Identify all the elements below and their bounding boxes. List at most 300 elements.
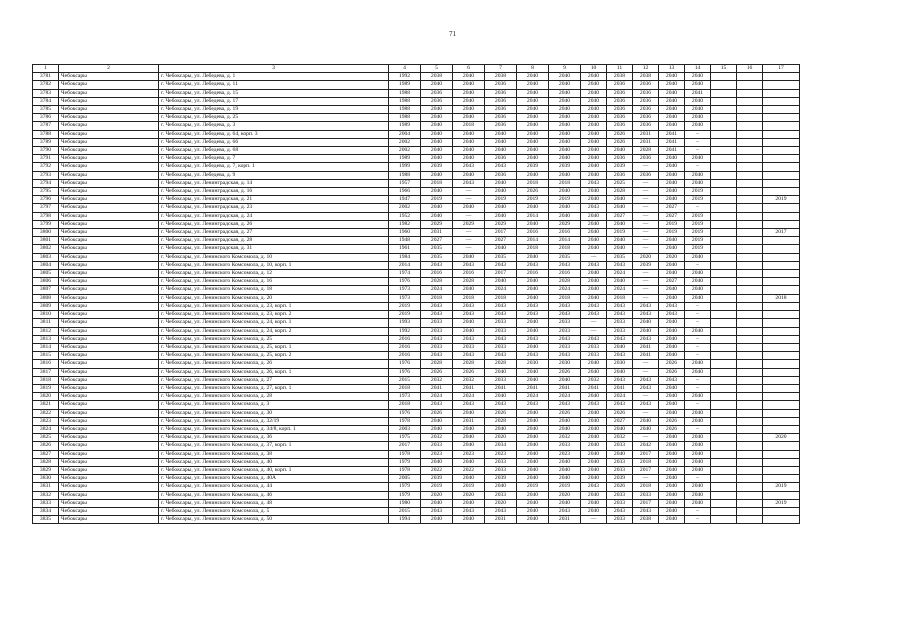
value-cell-col-5: 2040 (421, 130, 453, 138)
table-row (33, 138, 800, 146)
value-cell-col-13: 2026 (659, 425, 685, 433)
value-cell-col-11: 2041 (607, 384, 633, 392)
value-cell-col-16 (737, 286, 763, 294)
value-cell-col-6: 2020 (453, 491, 485, 499)
value-cell-col-4: 1973 (389, 294, 421, 302)
city-cell: Чебоксары (59, 220, 159, 228)
value-cell-col-4: 1973 (389, 286, 421, 294)
value-cell-col-7: 2040 (485, 204, 517, 212)
value-cell-col-7: 2028 (485, 417, 517, 425)
address-cell: г. Чебоксары, ул. Ленинского Комсомола, д. 10 (159, 253, 389, 261)
value-cell-col-8: 2040 (517, 491, 549, 499)
value-cell-col-15 (711, 294, 737, 302)
value-cell-col-9: 2014 (549, 237, 581, 245)
city-cell: Чебоксары (59, 384, 159, 392)
value-cell-col-5: 2022 (421, 466, 453, 474)
value-cell-col-17 (763, 261, 800, 269)
value-cell-col-14: – (685, 507, 711, 515)
value-cell-col-8: 2043 (517, 335, 549, 343)
city-cell: Чебоксары (59, 466, 159, 474)
value-cell-col-4: 1947 (389, 196, 421, 204)
value-cell-col-5: 2016 (421, 270, 453, 278)
column-header-1: 1 (33, 65, 59, 73)
address-cell: г. Чебоксары, ул. Ленинградская, д. 24 (159, 212, 389, 220)
value-cell-col-16 (737, 319, 763, 327)
column-header-12: 12 (633, 65, 659, 73)
value-cell-col-14: 2040 (685, 155, 711, 163)
value-cell-col-10: 2040 (581, 450, 607, 458)
row-number-cell: 3816 (33, 360, 59, 368)
value-cell-col-12: 2036 (633, 114, 659, 122)
value-cell-col-8: 2043 (517, 302, 549, 310)
value-cell-col-11: 2036 (607, 122, 633, 130)
address-cell: г. Чебоксары, ул. Ленинского Комсомола, д. 16 (159, 278, 389, 286)
value-cell-col-15 (711, 475, 737, 483)
value-cell-col-5: 2040 (421, 425, 453, 433)
value-cell-col-7: 2019 (485, 196, 517, 204)
value-cell-col-12: — (633, 245, 659, 253)
value-cell-col-14: 2040 (685, 294, 711, 302)
value-cell-col-15 (711, 270, 737, 278)
value-cell-col-6: 2043 (453, 507, 485, 515)
value-cell-col-14: 2040 (685, 286, 711, 294)
value-cell-col-9: 2032 (549, 434, 581, 442)
row-number-cell: 3803 (33, 253, 59, 261)
value-cell-col-10: 2043 (581, 261, 607, 269)
value-cell-col-10: — (581, 253, 607, 261)
value-cell-col-11: 2040 (607, 204, 633, 212)
table-row (33, 319, 800, 327)
value-cell-col-14: 2040 (685, 409, 711, 417)
table-row (33, 204, 800, 212)
value-cell-col-7: 2040 (485, 368, 517, 376)
value-cell-col-8: 2040 (517, 130, 549, 138)
value-cell-col-7: 2036 (485, 114, 517, 122)
housing-register-table (32, 64, 800, 524)
value-cell-col-13: 2040 (659, 319, 685, 327)
row-number-cell: 3799 (33, 220, 59, 228)
address-cell: г. Чебоксары, ул. Лебедева, д. 1 (159, 73, 389, 81)
value-cell-col-13: 2040 (659, 434, 685, 442)
value-cell-col-4: 1988 (389, 97, 421, 105)
value-cell-col-5: 2024 (421, 393, 453, 401)
value-cell-col-6: 2040 (453, 434, 485, 442)
value-cell-col-8: 2040 (517, 89, 549, 97)
value-cell-col-11: 2040 (607, 196, 633, 204)
value-cell-col-17 (763, 368, 800, 376)
value-cell-col-12: — (633, 286, 659, 294)
value-cell-col-12: 2036 (633, 97, 659, 105)
value-cell-col-16 (737, 302, 763, 310)
address-cell: г. Чебоксары, ул. Ленинского Комсомола, д. 27 (159, 376, 389, 384)
value-cell-col-5: 2040 (421, 516, 453, 524)
value-cell-col-16 (737, 229, 763, 237)
value-cell-col-16 (737, 401, 763, 409)
address-cell: г. Чебоксары, ул. Ленинского Комсомола, д. 27, корп. 1 (159, 384, 389, 392)
value-cell-col-6: 2022 (453, 466, 485, 474)
value-cell-col-8: 2040 (517, 155, 549, 163)
value-cell-col-15 (711, 401, 737, 409)
city-cell: Чебоксары (59, 122, 159, 130)
address-cell: г. Чебоксары, ул. Ленинского Комсомола, д. 26 (159, 360, 389, 368)
value-cell-col-7: 2033 (485, 327, 517, 335)
value-cell-col-5: 2036 (421, 89, 453, 97)
value-cell-col-6: 2040 (453, 475, 485, 483)
value-cell-col-7: 2033 (485, 491, 517, 499)
address-cell: г. Чебоксары, ул. Ленинского Комсомола, д. 46 (159, 491, 389, 499)
value-cell-col-13: 2043 (659, 376, 685, 384)
value-cell-col-5: 2019 (421, 483, 453, 491)
value-cell-col-11: 2033 (607, 327, 633, 335)
value-cell-col-13: 2020 (659, 253, 685, 261)
table-row (33, 106, 800, 114)
value-cell-col-13: 2040 (659, 122, 685, 130)
value-cell-col-12: — (633, 270, 659, 278)
value-cell-col-8: 2041 (517, 384, 549, 392)
value-cell-col-10: — (581, 327, 607, 335)
value-cell-col-15 (711, 212, 737, 220)
value-cell-col-7: 2036 (485, 106, 517, 114)
value-cell-col-12: — (633, 368, 659, 376)
city-cell: Чебоксары (59, 114, 159, 122)
value-cell-col-5: 2031 (421, 229, 453, 237)
value-cell-col-16 (737, 450, 763, 458)
value-cell-col-14: – (685, 147, 711, 155)
value-cell-col-9: 2043 (549, 311, 581, 319)
value-cell-col-10: 2040 (581, 97, 607, 105)
value-cell-col-9: 2030 (549, 360, 581, 368)
value-cell-col-4: 2019 (389, 302, 421, 310)
value-cell-col-16 (737, 81, 763, 89)
row-number-cell: 3817 (33, 368, 59, 376)
value-cell-col-15 (711, 253, 737, 261)
value-cell-col-17 (763, 516, 800, 524)
value-cell-col-16 (737, 130, 763, 138)
value-cell-col-12: 2017 (633, 450, 659, 458)
value-cell-col-11: 2028 (607, 188, 633, 196)
row-number-cell: 3833 (33, 499, 59, 507)
value-cell-col-6: 2040 (453, 425, 485, 433)
table-row (33, 516, 800, 524)
value-cell-col-4: 1988 (389, 114, 421, 122)
value-cell-col-8: 2040 (517, 147, 549, 155)
value-cell-col-6: 2040 (453, 130, 485, 138)
value-cell-col-8: 2014 (517, 212, 549, 220)
value-cell-col-17 (763, 352, 800, 360)
value-cell-col-17 (763, 442, 800, 450)
value-cell-col-7: 2041 (485, 384, 517, 392)
value-cell-col-13: 2041 (659, 147, 685, 155)
value-cell-col-8: 2040 (517, 458, 549, 466)
value-cell-col-14: – (685, 130, 711, 138)
value-cell-col-13: 2040 (659, 516, 685, 524)
value-cell-col-17 (763, 89, 800, 97)
row-number-cell: 3824 (33, 425, 59, 433)
value-cell-col-14: 2040 (685, 483, 711, 491)
value-cell-col-10: 2043 (581, 335, 607, 343)
row-number-cell: 3787 (33, 122, 59, 130)
value-cell-col-8: 2040 (517, 81, 549, 89)
value-cell-col-6: 2019 (453, 483, 485, 491)
city-cell: Чебоксары (59, 188, 159, 196)
value-cell-col-15 (711, 491, 737, 499)
value-cell-col-7: 2033 (485, 376, 517, 384)
value-cell-col-10: 2033 (581, 343, 607, 351)
value-cell-col-15 (711, 360, 737, 368)
value-cell-col-14: – (685, 425, 711, 433)
value-cell-col-12: — (633, 237, 659, 245)
table-row (33, 286, 800, 294)
value-cell-col-5: 2043 (421, 401, 453, 409)
value-cell-col-8: 2043 (517, 261, 549, 269)
value-cell-col-6: 2043 (453, 401, 485, 409)
table-row (33, 311, 800, 319)
value-cell-col-5: 2040 (421, 155, 453, 163)
value-cell-col-16 (737, 343, 763, 351)
value-cell-col-13: 2040 (659, 483, 685, 491)
value-cell-col-15 (711, 409, 737, 417)
value-cell-col-8: 2043 (517, 401, 549, 409)
value-cell-col-7: 2039 (485, 475, 517, 483)
value-cell-col-4: 1978 (389, 417, 421, 425)
city-cell: Чебоксары (59, 130, 159, 138)
value-cell-col-7: 2036 (485, 122, 517, 130)
value-cell-col-9: 2040 (549, 425, 581, 433)
value-cell-col-4: 2016 (389, 335, 421, 343)
value-cell-col-4: 1976 (389, 368, 421, 376)
value-cell-col-10: 2040 (581, 294, 607, 302)
table-row (33, 466, 800, 474)
city-cell: Чебоксары (59, 204, 159, 212)
value-cell-col-13: 2040 (659, 155, 685, 163)
value-cell-col-5: 2039 (421, 475, 453, 483)
value-cell-col-9: 2040 (549, 499, 581, 507)
value-cell-col-8: 2040 (517, 253, 549, 261)
value-cell-col-16 (737, 417, 763, 425)
value-cell-col-14: – (685, 352, 711, 360)
value-cell-col-13: 2043 (659, 311, 685, 319)
row-number-cell: 3782 (33, 81, 59, 89)
row-number-cell: 3801 (33, 237, 59, 245)
value-cell-col-10: 2040 (581, 286, 607, 294)
value-cell-col-11: 2038 (607, 73, 633, 81)
table-row (33, 384, 800, 392)
value-cell-col-5: 2028 (421, 278, 453, 286)
row-number-cell: 3794 (33, 179, 59, 187)
value-cell-col-17: 2019 (763, 483, 800, 491)
value-cell-col-9: 2040 (549, 73, 581, 81)
value-cell-col-11: 2036 (607, 171, 633, 179)
value-cell-col-17 (763, 384, 800, 392)
value-cell-col-16 (737, 147, 763, 155)
value-cell-col-15 (711, 89, 737, 97)
value-cell-col-16 (737, 442, 763, 450)
value-cell-col-16 (737, 360, 763, 368)
column-header-9: 9 (549, 65, 581, 73)
value-cell-col-17 (763, 114, 800, 122)
address-cell: г. Чебоксары, ул. Лебедева, д. 17 (159, 97, 389, 105)
value-cell-col-16 (737, 352, 763, 360)
city-cell: Чебоксары (59, 163, 159, 171)
value-cell-col-6: — (453, 245, 485, 253)
table-row (33, 163, 800, 171)
value-cell-col-4: 1975 (389, 434, 421, 442)
row-number-cell: 3821 (33, 401, 59, 409)
value-cell-col-12: 2038 (633, 516, 659, 524)
address-cell: г. Чебоксары, ул. Лебедева, д. 7, корп. 1 (159, 163, 389, 171)
row-number-cell: 3791 (33, 155, 59, 163)
value-cell-col-6: 2040 (453, 138, 485, 146)
value-cell-col-16 (737, 507, 763, 515)
value-cell-col-7: 2040 (485, 483, 517, 491)
value-cell-col-6: 2032 (453, 376, 485, 384)
value-cell-col-9: 2028 (549, 278, 581, 286)
city-cell: Чебоксары (59, 442, 159, 450)
value-cell-col-13: 2040 (659, 343, 685, 351)
value-cell-col-12: 2038 (633, 73, 659, 81)
value-cell-col-7: 2020 (485, 434, 517, 442)
value-cell-col-17 (763, 147, 800, 155)
value-cell-col-6: 2018 (453, 294, 485, 302)
table-row (33, 294, 800, 302)
value-cell-col-14: 2019 (685, 229, 711, 237)
row-number-cell: 3784 (33, 97, 59, 105)
value-cell-col-16 (737, 278, 763, 286)
value-cell-col-12: 2036 (633, 106, 659, 114)
value-cell-col-9: 2026 (549, 409, 581, 417)
value-cell-col-14: 2040 (685, 417, 711, 425)
city-cell: Чебоксары (59, 171, 159, 179)
value-cell-col-13: 2040 (659, 491, 685, 499)
value-cell-col-9: 2035 (549, 253, 581, 261)
value-cell-col-11: 2039 (607, 163, 633, 171)
value-cell-col-14: – (685, 384, 711, 392)
address-cell: г. Чебоксары, ул. Лебедева, д. 7 (159, 155, 389, 163)
table-row (33, 245, 800, 253)
value-cell-col-17 (763, 122, 800, 130)
value-cell-col-9: 2040 (549, 114, 581, 122)
city-cell: Чебоксары (59, 229, 159, 237)
row-number-cell: 3832 (33, 491, 59, 499)
value-cell-col-10: 2040 (581, 442, 607, 450)
address-cell: г. Чебоксары, ул. Ленинского Комсомола, д. 36 (159, 434, 389, 442)
value-cell-col-4: 1976 (389, 278, 421, 286)
value-cell-col-14: 2040 (685, 114, 711, 122)
value-cell-col-11: 2019 (607, 229, 633, 237)
value-cell-col-7: 2033 (485, 343, 517, 351)
value-cell-col-13: 2040 (659, 294, 685, 302)
value-cell-col-7: 2038 (485, 73, 517, 81)
row-number-cell: 3819 (33, 384, 59, 392)
value-cell-col-6: 2040 (453, 442, 485, 450)
value-cell-col-5: 2036 (421, 97, 453, 105)
value-cell-col-10: 2041 (581, 384, 607, 392)
row-number-cell: 3828 (33, 458, 59, 466)
value-cell-col-6: 2029 (453, 220, 485, 228)
value-cell-col-15 (711, 188, 737, 196)
value-cell-col-10: 2040 (581, 188, 607, 196)
table-row (33, 417, 800, 425)
value-cell-col-12: 2036 (633, 171, 659, 179)
value-cell-col-17: 2019 (763, 499, 800, 507)
value-cell-col-14: – (685, 475, 711, 483)
table-row (33, 73, 800, 81)
value-cell-col-6: 2040 (453, 499, 485, 507)
value-cell-col-9: 2041 (549, 384, 581, 392)
value-cell-col-9: 2043 (549, 507, 581, 515)
row-number-cell: 3781 (33, 73, 59, 81)
value-cell-col-9: 2040 (549, 97, 581, 105)
value-cell-col-14: 2040 (685, 368, 711, 376)
value-cell-col-13: 2040 (659, 393, 685, 401)
value-cell-col-17 (763, 179, 800, 187)
value-cell-col-17 (763, 106, 800, 114)
value-cell-col-5: 2043 (421, 507, 453, 515)
value-cell-col-6: 2040 (453, 319, 485, 327)
value-cell-col-9: 2040 (549, 130, 581, 138)
value-cell-col-15 (711, 319, 737, 327)
value-cell-col-14: – (685, 343, 711, 351)
value-cell-col-14: – (685, 376, 711, 384)
value-cell-col-13: 2019 (659, 229, 685, 237)
value-cell-col-9: 2020 (549, 491, 581, 499)
value-cell-col-11: 2033 (607, 442, 633, 450)
value-cell-col-7: 2040 (485, 138, 517, 146)
value-cell-col-10: 2043 (581, 483, 607, 491)
value-cell-col-15 (711, 499, 737, 507)
value-cell-col-12: 2043 (633, 376, 659, 384)
row-number-cell: 3786 (33, 114, 59, 122)
column-header-2: 2 (59, 65, 159, 73)
column-header-6: 6 (453, 65, 485, 73)
value-cell-col-16 (737, 204, 763, 212)
city-cell: Чебоксары (59, 212, 159, 220)
value-cell-col-17 (763, 286, 800, 294)
value-cell-col-15 (711, 245, 737, 253)
row-number-cell: 3806 (33, 278, 59, 286)
value-cell-col-8: 2026 (517, 188, 549, 196)
value-cell-col-11: 2033 (607, 458, 633, 466)
value-cell-col-15 (711, 229, 737, 237)
column-header-3: 3 (159, 65, 389, 73)
value-cell-col-7: 2043 (485, 401, 517, 409)
value-cell-col-10: 2040 (581, 475, 607, 483)
value-cell-col-4: 1978 (389, 466, 421, 474)
city-cell: Чебоксары (59, 327, 159, 335)
value-cell-col-10: 2040 (581, 458, 607, 466)
address-cell: г. Чебоксары, ул. Ленинского Комсомола, д. 40 (159, 458, 389, 466)
value-cell-col-7: 2029 (485, 220, 517, 228)
value-cell-col-8: 2014 (517, 237, 549, 245)
table-row (33, 253, 800, 261)
value-cell-col-4: 1961 (389, 245, 421, 253)
row-number-cell: 3795 (33, 188, 59, 196)
value-cell-col-8: 2040 (517, 475, 549, 483)
value-cell-col-6: 2040 (453, 516, 485, 524)
row-number-cell: 3798 (33, 212, 59, 220)
value-cell-col-16 (737, 138, 763, 146)
value-cell-col-13: 2041 (659, 130, 685, 138)
value-cell-col-9: 2040 (549, 155, 581, 163)
value-cell-col-17 (763, 220, 800, 228)
value-cell-col-6: 2043 (453, 302, 485, 310)
address-cell: г. Чебоксары, ул. Лебедева, д. 19 (159, 106, 389, 114)
value-cell-col-6: 2024 (453, 393, 485, 401)
value-cell-col-17 (763, 171, 800, 179)
value-cell-col-17 (763, 302, 800, 310)
value-cell-col-10: 2040 (581, 360, 607, 368)
row-number-cell: 3813 (33, 335, 59, 343)
